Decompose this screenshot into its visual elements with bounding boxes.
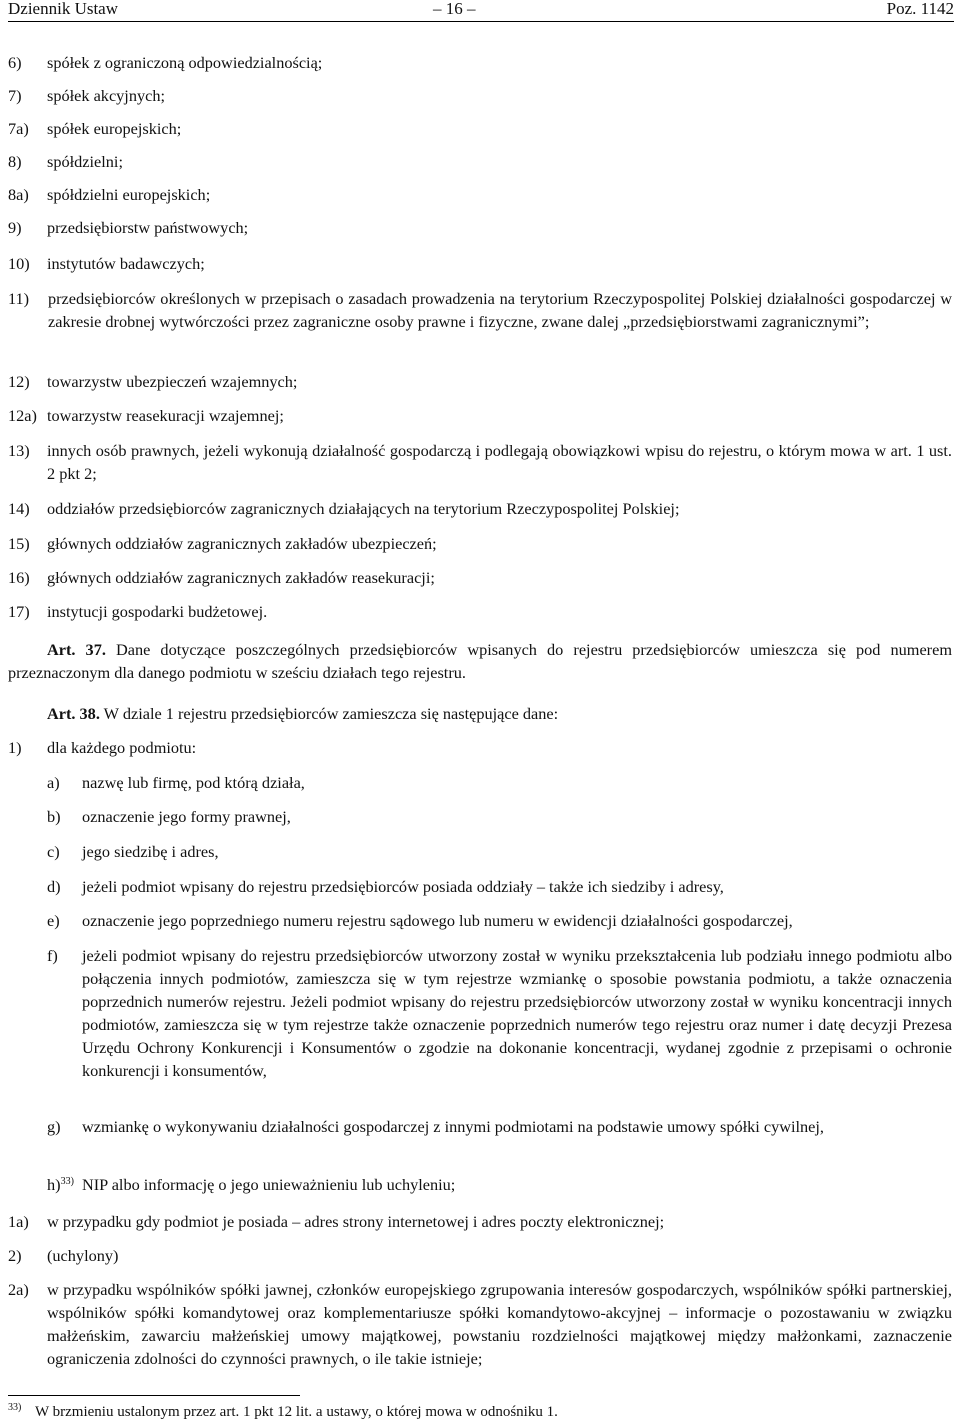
item-number: 11)	[8, 289, 30, 308]
sub-item-letter	[47, 1173, 74, 1196]
item-text: spółek europejskich;	[47, 119, 182, 138]
sub-item-letter: f)	[47, 946, 58, 965]
item-number: 2a)	[8, 1280, 29, 1299]
item-text: innych osób prawnych, jeżeli wykonują działalność gospodarczą i podlegają obowiązkowi wpisu do rejestru, o którym mowa w art. 1 ust. 2 pkt 2;	[47, 441, 952, 483]
article-text: W dziale 1 rejestru przedsiębiorców zamieszcza się następujące dane:	[99, 704, 559, 723]
sub-item-letter: e)	[47, 911, 60, 930]
item-number: 7)	[8, 86, 22, 105]
sub-item-text: jego siedzibę i adres,	[82, 842, 219, 861]
item-number: 2)	[8, 1246, 22, 1265]
item-number: 9)	[8, 218, 22, 237]
article-38	[8, 702, 952, 725]
item-number: 12)	[8, 372, 30, 391]
sub-item-letter: d)	[47, 877, 61, 896]
sub-item-text: oznaczenie jego formy prawnej,	[82, 807, 291, 826]
item-text: dla każdego podmiotu:	[47, 738, 197, 757]
item-number: 1a)	[8, 1212, 29, 1231]
item-number: 17)	[8, 602, 30, 621]
sub-item-letter-text: h)	[47, 1175, 61, 1194]
item-text: w przypadku wspólników spółki jawnej, członków europejskiego zgrupowania interesów gospodarczych, wspólników spółki partnerskiej, wspólników spółki komandytowej oraz komplementariusze spółki komandytowo-akcyjnej – informacje o pozostawaniu w związku małżeńskim, zawarciu małżeńskiej umowy majątkowej, powstaniu rozdzielności majątkowej między małżonkami, zaznaczenie ograniczenia zdolności do czynności prawnych, o ile takie istnieje;	[47, 1280, 952, 1368]
item-text: spółdzielni europejskich;	[47, 185, 211, 204]
sub-item-letter: b)	[47, 807, 61, 826]
article-37	[8, 638, 952, 684]
page-header	[8, 0, 954, 23]
item-number: 1)	[8, 738, 22, 757]
sub-item-text: jeżeli podmiot wpisany do rejestru przedsiębiorców utworzony został w wyniku przekształcenia lub podziału innego podmiotu albo połączenia innych podmiotów, zamieszcza się w tym rejestrze wzmiankę o sposobie powstania podmiotu, a także oznaczenia poprzednich numerów rejestru. Jeżeli podmiot wpisany do rejestru przedsiębiorców utworzony został w wyniku koncentracji innych podmiotów, zamieszcza się w tym rejestrze także oznaczenie poprzednich numerów tego rejestru oraz numer i datę decyzji Prezesa Urzędu Ochrony Konkurencji i Konsumentów o zgodzie na dokonanie koncentracji, wydanej zgodnie z przepisami o ochronie konkurencji i konsumentów,	[82, 946, 952, 1080]
item-text: instytutów badawczych;	[47, 254, 205, 273]
item-number: 8)	[8, 152, 22, 171]
footnote-text: W brzmieniu ustalonym przez art. 1 pkt 12 lit. a ustawy, o której mowa w odnośniku 1.	[35, 1404, 558, 1420]
item-number: 16)	[8, 568, 30, 587]
sub-item-text: jeżeli podmiot wpisany do rejestru przedsiębiorców posiada oddziały – także ich siedziby i adresy,	[82, 877, 724, 896]
item-number: 15)	[8, 534, 30, 553]
item-text: przedsiębiorców określonych w przepisach o zasadach prowadzenia na terytorium Rzeczypospolitej Polskiej działalności gospodarczej w zakresie drobnej wytwórczości przez zagraniczne osoby prawne i fizyczne, zwane dalej „przedsiębiorstwami zagranicznymi”;	[48, 289, 952, 331]
item-number: 12a)	[8, 406, 37, 425]
sub-item-letter: c)	[47, 842, 60, 861]
item-text: towarzystw ubezpieczeń wzajemnych;	[47, 372, 298, 391]
footnote-rule	[8, 1395, 300, 1396]
item-text: przedsiębiorstw państwowych;	[47, 218, 249, 237]
position-number: Poz. 1142	[886, 0, 954, 18]
article-label: Art. 38.	[47, 704, 100, 723]
item-number: 7a)	[8, 119, 29, 138]
item-number: 6)	[8, 53, 22, 72]
page-number: – 16 –	[433, 0, 476, 18]
article-label: Art. 37.	[47, 640, 106, 659]
item-number: 8a)	[8, 185, 29, 204]
sub-item-letter: g)	[47, 1117, 61, 1136]
sub-item-text: NIP albo informację o jego unieważnieniu lub uchyleniu;	[82, 1175, 456, 1194]
footnote-reference: 33)	[60, 1176, 74, 1187]
article-text: Dane dotyczące poszczególnych przedsiębiorców wpisanych do rejestru przedsiębiorców umieszcza się pod numerem przeznaczonym dla danego podmiotu w sześciu działach tego rejestru.	[8, 640, 952, 682]
item-text: spółdzielni;	[47, 152, 123, 171]
item-text: w przypadku gdy podmiot je posiada – adres strony internetowej i adres poczty elektronicznej;	[47, 1212, 665, 1231]
item-text: głównych oddziałów zagranicznych zakładów ubezpieczeń;	[47, 534, 437, 553]
item-text: instytucji gospodarki budżetowej.	[47, 602, 268, 621]
item-text: towarzystw reasekuracji wzajemnej;	[47, 406, 284, 425]
sub-item-text: wzmiankę o wykonywaniu działalności gospodarczej z innymi podmiotami na podstawie umowy spółki cywilnej,	[82, 1117, 824, 1136]
header-rule	[8, 21, 954, 22]
item-number: 10)	[8, 254, 30, 273]
sub-item-letter: a)	[47, 773, 60, 792]
item-text: głównych oddziałów zagranicznych zakładów reasekuracji;	[47, 568, 435, 587]
journal-title: Dziennik Ustaw	[8, 0, 119, 18]
item-text: (uchylony)	[47, 1246, 119, 1265]
footnote-mark: 33)	[8, 1402, 22, 1413]
item-text: spółek akcyjnych;	[47, 86, 166, 105]
item-number: 14)	[8, 499, 30, 518]
sub-item-text: nazwę lub firmę, pod którą działa,	[82, 773, 305, 792]
item-text: oddziałów przedsiębiorców zagranicznych działających na terytorium Rzeczypospolitej Polskiej;	[47, 499, 680, 518]
sub-item-text: oznaczenie jego poprzedniego numeru rejestru sądowego lub numeru w ewidencji działalności gospodarczej,	[82, 911, 793, 930]
item-text: spółek z ograniczoną odpowiedzialnością;	[47, 53, 323, 72]
item-number: 13)	[8, 441, 30, 460]
